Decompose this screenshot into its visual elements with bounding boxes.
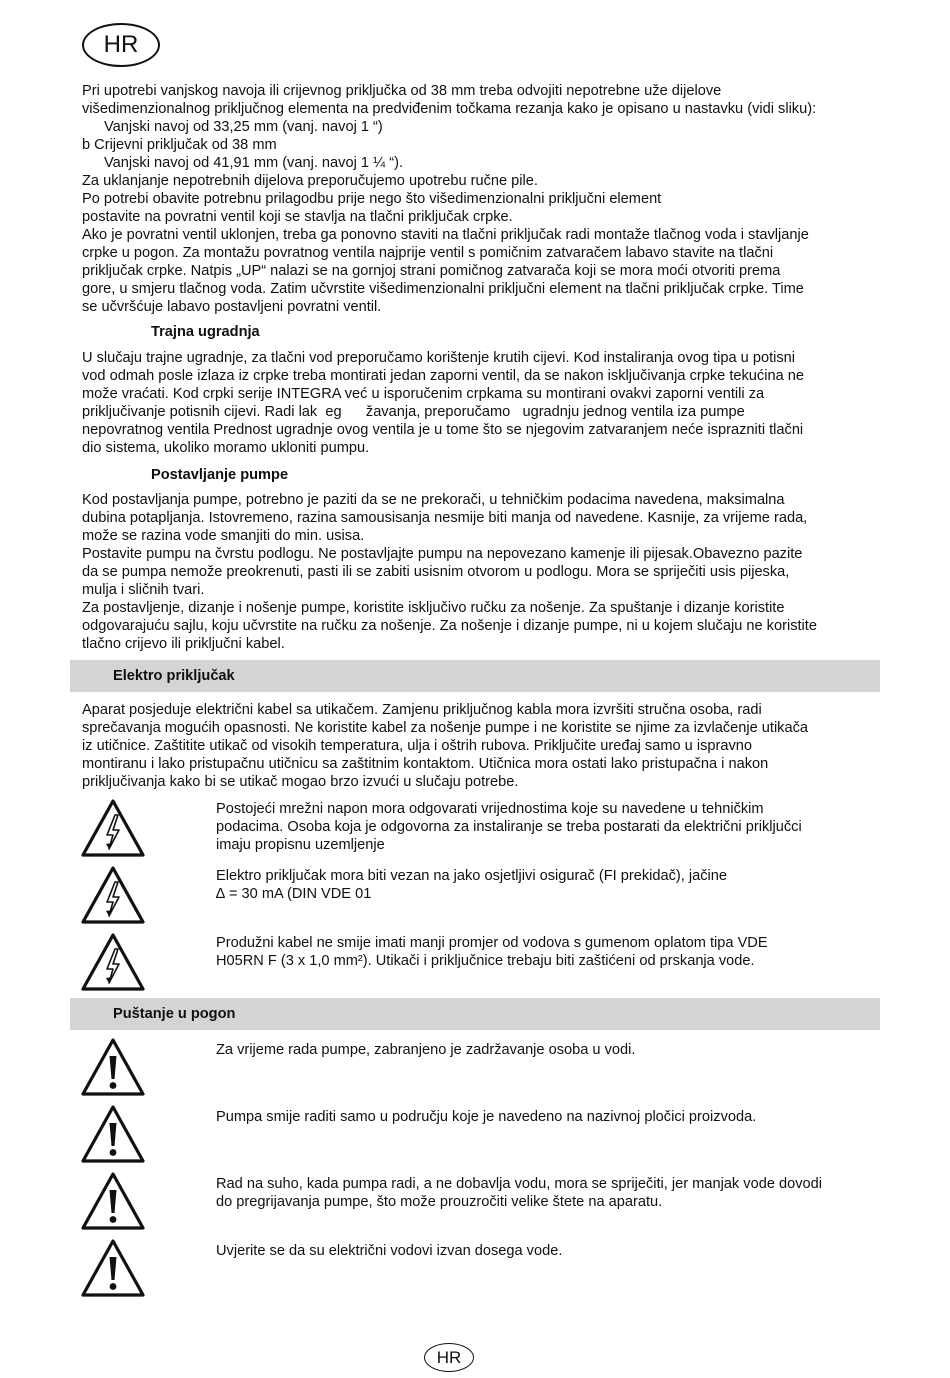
warning-line: Za vrijeme rada pumpe, zabranjeno je zadržavanje osoba u vodi. — [216, 1042, 636, 1058]
paragraph-line: može se razina vode smanjiti do min. usisa. — [82, 528, 365, 544]
intro-paragraph — [82, 82, 874, 316]
paragraph-line: Aparat posjeduje električni kabel sa utikačem. Zamjenu priključnog kabla mora izvršiti stručna osoba, radi — [82, 702, 762, 718]
paragraph-line: nepovratnog ventila Prednost ugradnje ovog ventila je u tome što se njegovim zatvaranjem neće isprazniti tlačni — [82, 422, 804, 438]
intro-line: Po potrebi obavite potrebnu prilagodbu prije nego što višedimenzionalni priključni element — [82, 191, 662, 207]
intro-line: b Crijevni priključak od 38 mm — [82, 137, 277, 153]
general-warning-icon — [80, 1238, 146, 1298]
paragraph-line: iz utičnice. Zaštitite utikač od visokih temperatura, ulja i oštrih rubova. Priključite uređaj samo u ispravno — [82, 738, 752, 754]
trajna-ugradnja-paragraph — [82, 349, 874, 457]
warning-line: podacima. Osoba koja je odgovorna za instaliranje se treba postarati da električni priključci — [216, 819, 802, 835]
warning-line: Postojeći mrežni napon mora odgovarati vrijednostima koje su navedene u tehničkim — [216, 801, 764, 817]
section-heading-pustanje-u-pogon: Puštanje u pogon — [113, 1006, 236, 1022]
intro-line: gore, u smjeru tlačnog voda. Zatim učvrstite višedimenzionalni priključni element na tlačni priključak crpke. Time — [82, 281, 804, 297]
warning-line: Uvjerite se da su električni vodovi izvan dosega vode. — [216, 1243, 563, 1259]
language-badge-bottom: HR — [424, 1343, 474, 1372]
general-warning-icon — [80, 1104, 146, 1164]
warning-text-extension-cable — [216, 934, 876, 970]
intro-line: se učvršćuje labavo postavljeni povratni ventil. — [82, 299, 382, 315]
paragraph-line: dubina potapljanja. Istovremeno, razina samousisanja nesmije biti manja od navedene. Kasnije, za vrijeme rada, — [82, 510, 808, 526]
warning-line: Rad na suho, kada pumpa radi, a ne dobavlja vodu, mora se spriječiti, jer manjak vode dovodi — [216, 1176, 822, 1192]
paragraph-line: Kod postavljanja pumpe, potrebno je paziti da se ne prekorači, u tehničkim podacima navedena, maksimalna — [82, 492, 785, 508]
warning-text-dry-running — [216, 1175, 876, 1211]
paragraph-line: priključivanja kako bi se utikač mogao brzo izvući u slučaju potrebe. — [82, 774, 519, 790]
warning-text-cables-out-of-water — [216, 1242, 876, 1260]
intro-line: Vanjski navoj od 33,25 mm (vanj. navoj 1 “) — [104, 119, 383, 135]
warning-text-voltage — [216, 800, 876, 854]
paragraph-line: da se pumpa nemože preokrenuti, pasti ili se zabiti usisnim otvorom u podlogu. Mora se spriječiti usis pijeska, — [82, 564, 790, 580]
paragraph-line: može vraćati. Kod crpki serije INTEGRA već u isporučenim crpkama su montirani ovakvi zaporni ventili za — [82, 386, 765, 402]
intro-line: crpke u pogon. Za montažu povratnog ventila najprije ventil s pomičnim zatvaračem labavo stavite na tlačni — [82, 245, 774, 261]
paragraph-line: montiranu i lako pristupačnu utičnicu sa zaštitnim kontaktom. Utičnica mora ostati lako pristupačna i nakon — [82, 756, 769, 772]
paragraph-line: U slučaju trajne ugradnje, za tlačni vod preporučamo korištenje krutih cijevi. Kod instaliranja ovog tipa u potisni — [82, 350, 796, 366]
elektro-prikljucak-paragraph — [82, 701, 874, 791]
intro-line: postavite na povratni ventil koji se stavlja na tlačni priključak crpke. — [82, 209, 513, 225]
warning-line: imaju propisnu uzemljenje — [216, 837, 385, 853]
warning-text-no-persons-in-water — [216, 1041, 876, 1059]
warning-line: Pumpa smije raditi samo u području koje je navedeno na nazivnoj pločici proizvoda. — [216, 1109, 757, 1125]
warning-text-fi-switch — [216, 867, 876, 903]
paragraph-line: dio sistema, ukoliko moramo ukloniti pumpu. — [82, 440, 370, 456]
warning-line: H05RN F (3 x 1,0 mm²). Utikači i priključnice trebaju biti zaštićeni od prskanja vode. — [216, 953, 755, 969]
paragraph-line: tlačno crijevo ili priključni kabel. — [82, 636, 285, 652]
electric-hazard-icon — [80, 932, 146, 992]
section-heading-trajna-ugradnja: Trajna ugradnja — [151, 324, 260, 340]
warning-line: ∆ = 30 mA (DIN VDE 01 — [216, 886, 372, 902]
warning-line: Elektro priključak mora biti vezan na jako osjetljivi osigurač (FI prekidač), jačine — [216, 868, 727, 884]
intro-line: priključak crpke. Natpis „UP“ nalazi se na gornjoj strani pomičnog zatvarača koji se mora moći otvoriti prema — [82, 263, 781, 279]
paragraph-line: sprečavanja mogućih opasnosti. Ne koristite kabel za nošenje pumpe i ne koristite se njime za izvlačenje utikača — [82, 720, 809, 736]
general-warning-icon — [80, 1171, 146, 1231]
intro-line: višedimenzionalnog priključnog elementa na predviđenim točkama rezanja kako je opisano u nastavku (vidi sliku): — [82, 101, 817, 117]
electric-hazard-icon — [80, 865, 146, 925]
warning-line: do pregrijavanja pumpe, što može prouzročiti velike štete na aparatu. — [216, 1194, 663, 1210]
paragraph-line: odgovarajuću sajlu, koju učvrstite na ručku za nošenje. Za nošenje i dizanje pumpe, ni u kojem slučaju ne koristite — [82, 618, 817, 634]
paragraph-line: vod odmah posle izlaza iz crpke treba montirati jedan zaporni ventil, da se nakon isključivanja crpke tekućina ne — [82, 368, 804, 384]
section-heading-postavljanje-pumpe: Postavljanje pumpe — [151, 467, 289, 483]
paragraph-line: mulja i sličnih tvari. — [82, 582, 205, 598]
postavljanje-pumpe-paragraph — [82, 491, 874, 653]
general-warning-icon — [80, 1037, 146, 1097]
intro-line: Ako je povratni ventil uklonjen, treba ga ponovno staviti na tlačni priključak radi montaže tlačnog voda i stavljanje — [82, 227, 809, 243]
intro-line: Vanjski navoj od 41,91 mm (vanj. navoj 1 ¼ “). — [104, 155, 404, 171]
intro-line: Pri upotrebi vanjskog navoja ili crijevnog priključka od 38 mm treba odvojiti nepotrebne uže dijelove — [82, 83, 722, 99]
paragraph-line: Za postavljenje, dizanje i nošenje pumpe, koristite isključivo ručku za nošenje. Za spuštanje i dizanje koristite — [82, 600, 785, 616]
intro-line: Za uklanjanje nepotrebnih dijelova preporučujemo upotrebu ručne pile. — [82, 173, 538, 189]
paragraph-line: priključivanje potisnih cijevi. Radi lak eg žavanja, preporučamo ugradnju jednog ventila iza pumpe — [82, 404, 745, 420]
warning-line: Produžni kabel ne smije imati manji promjer od vodova s gumenom oplatom tipa VDE — [216, 935, 768, 951]
warning-text-operating-range — [216, 1108, 876, 1126]
language-badge-top: HR — [82, 23, 160, 67]
paragraph-line: Postavite pumpu na čvrstu podlogu. Ne postavljajte pumpu na nepovezano kamenje ili pijesak.Obavezno pazite — [82, 546, 803, 562]
electric-hazard-icon — [80, 798, 146, 858]
section-bar-pustanje-u-pogon — [70, 998, 880, 1030]
section-heading-elektro-prikljucak: Elektro priključak — [113, 668, 235, 684]
section-bar-elektro-prikljucak — [70, 660, 880, 692]
